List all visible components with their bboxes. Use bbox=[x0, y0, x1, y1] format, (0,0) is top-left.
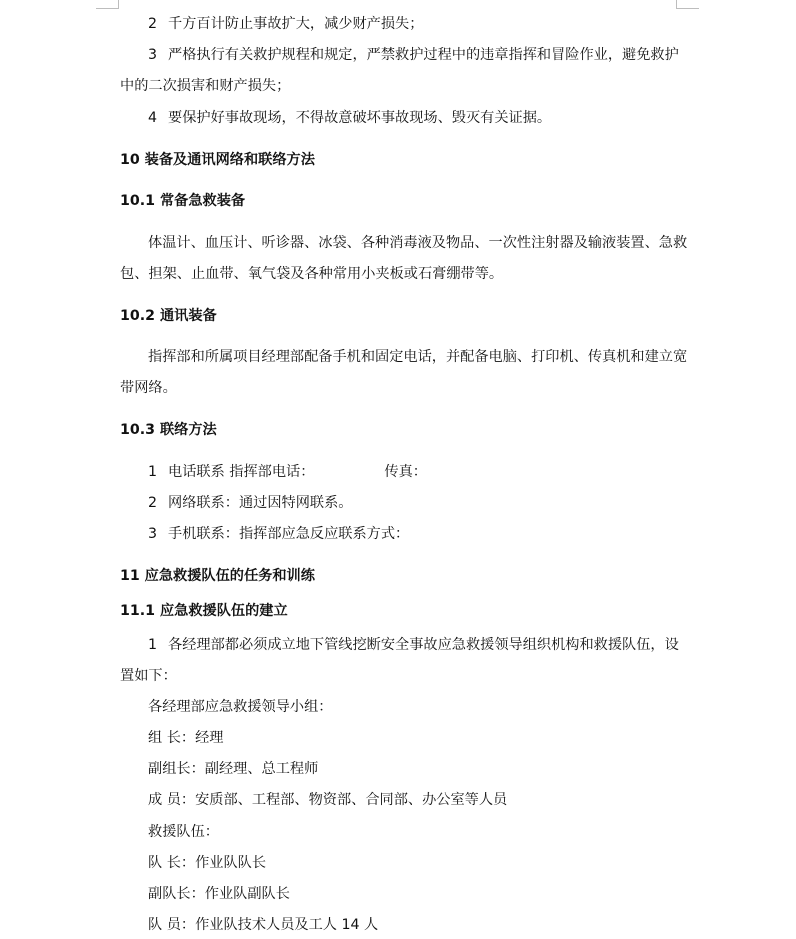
subsection-heading: 11.1 应急救援队伍的建立 bbox=[120, 603, 288, 619]
list-item: 4 要保护好事故现场，不得故意破坏事故现场、毁灭有关证据。 bbox=[148, 110, 552, 126]
paragraph-line: 组 长：经理 bbox=[148, 730, 224, 746]
paragraph-line: 队 长：作业队队长 bbox=[148, 855, 267, 871]
list-item: 1 各经理部都必须成立地下管线挖断安全事故应急救援领导组织机构和救援队伍，设 bbox=[148, 637, 679, 653]
paragraph-line: 带网络。 bbox=[120, 380, 177, 396]
paragraph-line: 包、担架、止血带、氧气袋及各种常用小夹板或石膏绷带等。 bbox=[120, 266, 504, 282]
section-heading: 10 装备及通讯网络和联络方法 bbox=[120, 152, 315, 168]
paragraph-line: 各经理部应急救援领导小组： bbox=[148, 699, 333, 715]
paragraph-line: 体温计、血压计、听诊器、冰袋、各种消毒液及物品、一次性注射器及输液装置、急救 bbox=[148, 235, 688, 251]
subsection-heading: 10.2 通讯装备 bbox=[120, 308, 217, 324]
page-corner-mark-left bbox=[96, 0, 119, 9]
paragraph-line: 救援队伍： bbox=[148, 824, 219, 840]
paragraph-line: 置如下： bbox=[120, 668, 177, 684]
paragraph-line: 成 员：安质部、工程部、物资部、合同部、办公室等人员 bbox=[148, 792, 508, 808]
paragraph-line: 中的二次损害和财产损失； bbox=[120, 78, 291, 94]
paragraph-line: 队 员：作业队技术人员及工人 14 人 bbox=[148, 917, 379, 933]
list-item: 3 严格执行有关救护规程和规定，严禁救护过程中的违章指挥和冒险作业，避免救护 bbox=[148, 47, 679, 63]
paragraph-line: 指挥部和所属项目经理部配备手机和固定电话，并配备电脑、打印机、传真机和建立宽 bbox=[148, 349, 688, 365]
paragraph-line: 副组长：副经理、总工程师 bbox=[148, 761, 319, 777]
list-item: 3 手机联系：指挥部应急反应联系方式： bbox=[148, 526, 410, 542]
page-corner-mark-right bbox=[676, 0, 699, 9]
paragraph-line: 副队长：作业队副队长 bbox=[148, 886, 290, 902]
subsection-heading: 10.3 联络方法 bbox=[120, 422, 217, 438]
list-item: 1 电话联系 指挥部电话： 传真： bbox=[148, 464, 427, 480]
subsection-heading: 10.1 常备急救装备 bbox=[120, 193, 246, 209]
section-heading: 11 应急救援队伍的任务和训练 bbox=[120, 568, 315, 584]
list-item: 2 千方百计防止事故扩大，减少财产损失； bbox=[148, 16, 424, 32]
list-item: 2 网络联系：通过因特网联系。 bbox=[148, 495, 353, 511]
